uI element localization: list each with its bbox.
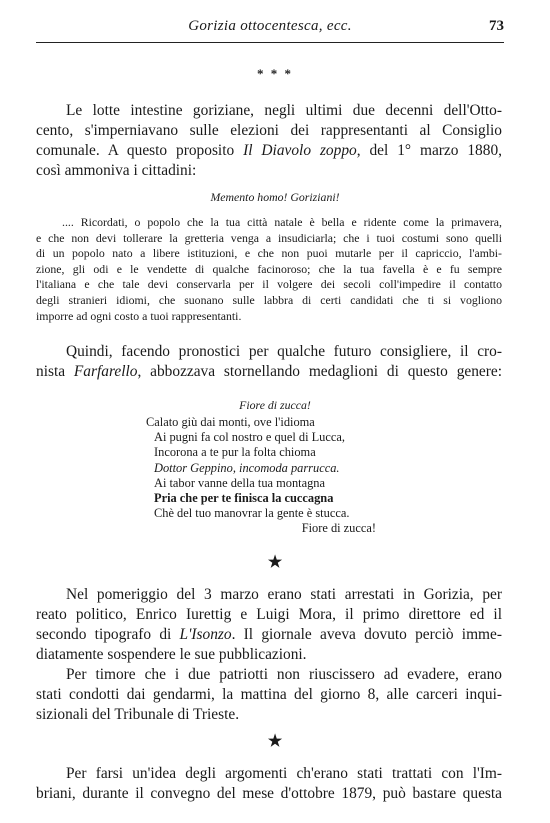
poem-title: Fiore di zucca! (239, 398, 311, 412)
header-rule (36, 42, 504, 43)
page-number: 73 (489, 18, 504, 34)
poem-verse-4: Dottor Geppino, incomoda parrucca. (154, 460, 340, 475)
author-name: Farfarello (73, 363, 138, 380)
para4-line-2: stati condotti dai gendarmi, la mattina del giorno 8, alle carceri inqui- (36, 686, 502, 703)
quote-line-3: di un popolo nato a libere istituzioni, e che non puoi mutarle per il capriccio, l'ambi- (36, 246, 502, 261)
page-header (36, 18, 504, 40)
intro-line-1: Le lotte intestine goriziane, negli ultimi due decenni dell'Otto- (66, 102, 502, 119)
quote-block (36, 215, 502, 324)
para2-line-1: Quindi, facendo pronostici per qualche futuro consigliere, il cro- (66, 343, 502, 360)
poem-verse-6: Pria che per te finisca la cuccagna (154, 491, 334, 506)
para3-line-3: secondo tipografo di L'Isonzo. Il giornale aveva dovuto perciò imme- (36, 626, 502, 643)
poem (146, 415, 396, 537)
separator-star-2: ★ (267, 733, 283, 750)
newspaper-isonzo: L'Isonzo (179, 626, 232, 643)
newspaper-title: Il Diavolo zoppo (243, 142, 357, 159)
para4-line-3: sizionali del Tribunale di Trieste. (36, 706, 240, 723)
quote-line-5: l'italiana e che tale devi conservarla per il volgere dei secoli coll'impedire il contatto (36, 277, 502, 292)
quote-title: Memento homo! Goriziani! (210, 190, 340, 204)
para2-line-2: nista Farfarello, abbozzava stornellando medaglioni di questo genere: (36, 363, 502, 380)
paragraph-2 (36, 342, 502, 382)
intro-line-4: così ammoniva i cittadini: (36, 162, 197, 179)
para4-line-1: Per timore che i due patriotti non riuscissero ad evadere, erano (66, 666, 502, 683)
para5-line-2: briani, durante il convegno del mese d'ottobre 1879, può bastare questa (36, 785, 502, 802)
poem-verse-7: Chè del tuo manovrar la gente è stucca. (154, 506, 350, 521)
paragraph-3 (36, 585, 502, 665)
running-title: Gorizia ottocentesca, ecc. (188, 18, 352, 34)
para5-line-1: Per farsi un'idea degli argomenti ch'erano stati trattati con l'Im- (66, 765, 502, 782)
para3-line-4: diatamente sospendere le sue pubblicazioni. (36, 646, 307, 663)
intro-line-2: cento, s'imperniavano sulle elezioni dei rappresentanti al Consiglio (36, 122, 502, 139)
quote-line-7: imporre ad ogni costo a tuoi rappresentanti. (36, 308, 242, 323)
quote-line-6: degli stranieri idiomi, che suonano sulle labbra di certi candidati che ti si vogliono (36, 292, 502, 307)
poem-verse-5: Ai tabor vanne della tua montagna (154, 475, 326, 490)
intro-paragraph (36, 101, 502, 181)
quote-line-1: .... Ricordati, o popolo che la tua città natale è bella e ridente come la primavera, (62, 215, 502, 229)
poem-verse-2: Ai pugni fa col nostro e quel di Lucca, (154, 430, 345, 445)
asterism: * * * (257, 66, 293, 81)
paragraph-4 (36, 665, 502, 725)
quote-line-4: zione, gli odi e le vendette di qualche facinoroso; che la tua favella è e fu sempre (36, 261, 502, 276)
poem-verse-1: Calato giù dai monti, ove l'idioma (146, 415, 315, 429)
separator-star-1: ★ (267, 554, 283, 571)
poem-verse-3: Incorona a te pur la folta chioma (154, 445, 316, 460)
intro-line-3: comunale. A questo proposito Il Diavolo zoppo, del 1° marzo 1880, (36, 142, 502, 159)
para3-line-2: reato politico, Enrico Iurettig e Luigi Mora, il primo direttore ed il (36, 606, 502, 623)
quote-line-2: e che non devi tollerare la gretteria venga a insudiciarla; che i tuoi costumi sono quelli (36, 230, 502, 245)
poem-verse-8: Fiore di zucca! (301, 521, 376, 536)
paragraph-5 (36, 764, 502, 804)
para3-line-1: Nel pomeriggio del 3 marzo erano stati arrestati in Gorizia, per (66, 586, 502, 603)
